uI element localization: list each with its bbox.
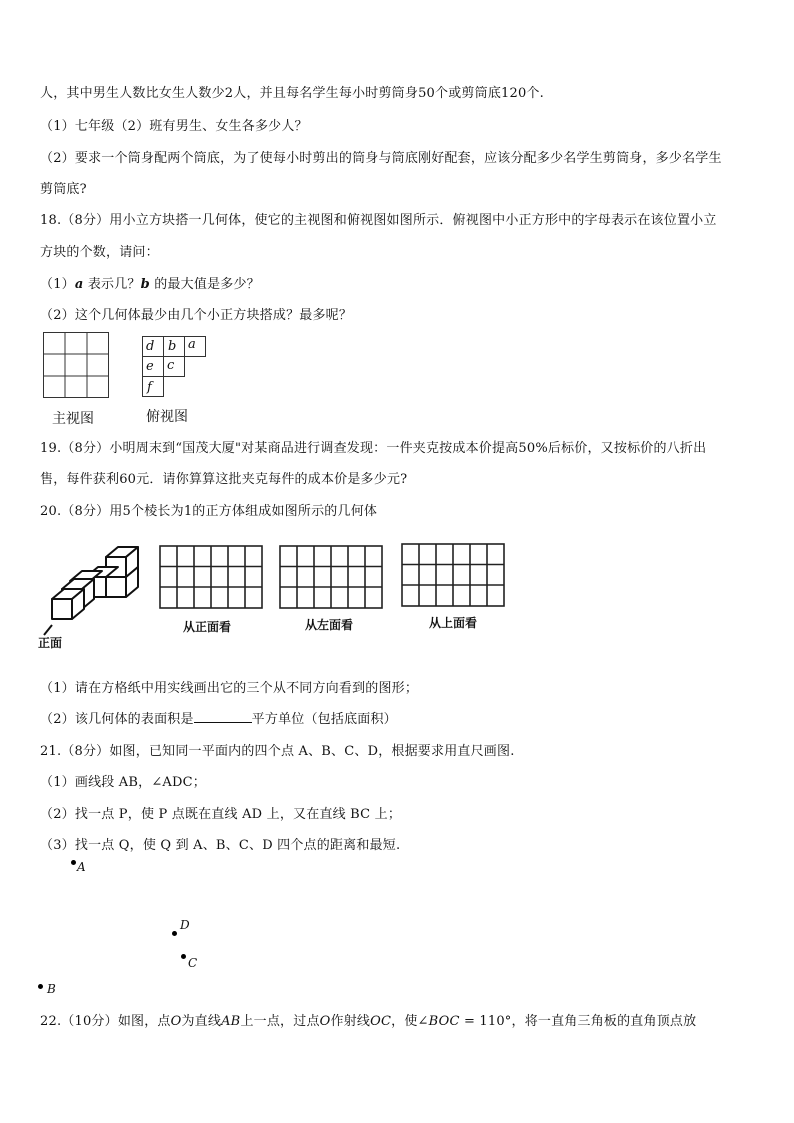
text-span: （1） [40,277,75,292]
text-line: 方块的个数，请问： [40,245,159,260]
top-view-cell-a: a [188,337,196,352]
view-caption-top: 从上面看 [429,616,478,630]
top-view-cell-b: b [168,339,177,354]
text-span: 作射线 [330,1014,371,1029]
view-caption-left: 从左面看 [305,618,354,632]
grid-paper-front [159,545,263,609]
text-span: 表示几？ [83,277,141,292]
text-line: （2）要求一个筒身配两个筒底，为了使每小时剪出的筒身与筒底刚好配套，应该分配多少名学生剪筒身，多少名学生 [40,151,722,166]
text-line [40,708,397,727]
top-view-cell-d: d [146,339,155,354]
text-span: 的最大值是多少？ [149,277,260,292]
cube-solid-figure [40,545,150,635]
math-var: O [170,1014,182,1029]
text-span: = 110°，将一直角三角板的直角顶点放 [459,1014,697,1029]
question-21-text: 21.（8分）如图，已知同一平面内的四个点 A、B、C、D，根据要求用直尺画图. [40,744,515,759]
top-view-caption: 俯视图 [146,409,188,425]
math-var: O [319,1014,331,1029]
point-d-dot [172,931,177,936]
math-var: AB [221,1014,241,1029]
top-view-cell-c: c [167,358,175,373]
text-line: 剪筒底? [40,182,87,197]
point-d-label: D [180,918,190,932]
point-c-label: C [188,956,198,970]
point-b-label: B [47,982,56,996]
text-line: 售，每件获利60元．请你算算这批夹克每件的成本价是多少元? [40,472,408,487]
answer-blank[interactable] [194,710,252,723]
point-a-label: A [77,860,86,874]
text-span: 为直线 [181,1014,222,1029]
top-view-cell-e: e [146,359,154,374]
text-line [40,273,260,292]
text-line: （3）找一点 Q，使 Q 到 A、B、C、D 四个点的距离和最短. [40,838,401,853]
point-a-dot [71,860,76,865]
point-c-dot [181,954,186,959]
point-b-dot [38,984,43,989]
view-caption-front: 从正面看 [183,620,232,634]
text-span: 22.（10分）如图，点 [40,1014,171,1029]
var-b: b [140,277,150,292]
var-a: a [74,277,84,292]
text-line: 人，其中男生人数比女生人数少2人，并且每名学生每小时剪筒身50个或剪筒底120个. [40,86,544,101]
question-22-text [40,1010,696,1029]
question-20-text: 20.（8分）用5个棱长为1的正方体组成如图所示的几何体 [40,504,378,519]
math-var: BOC [428,1014,460,1029]
question-18-text: 18.（8分）用小立方块搭一几何体，使它的主视图和俯视图如图所示．俯视图中小正方形中的字母表示在该位置小立 [40,213,717,228]
text-line: （1）画线段 AB，∠ADC； [40,775,206,790]
front-view-caption: 主视图 [52,411,94,427]
text-span: ，使∠ [391,1014,429,1029]
grid-paper-left [279,545,383,609]
text-span: 上一点，过点 [240,1014,320,1029]
text-line: （2）这个几何体最少由几个小正方块搭成？最多呢？ [40,308,353,323]
text-line: （2）找一点 P，使 P 点既在直线 AD 上，又在直线 BC 上； [40,807,402,822]
grid-paper-top [401,543,505,607]
top-view-cell-f: f [147,380,152,395]
text-line: （1）七年级（2）班有男生、女生各多少人？ [40,119,308,134]
front-view-grid [43,332,109,398]
text-span: 平方单位（包括底面积） [251,712,397,727]
front-direction-label: 正面 [38,636,63,650]
math-var: OC [370,1014,392,1029]
text-span: （2）该几何体的表面积是 [40,712,194,727]
question-19-text: 19.（8分）小明周末到“国茂大厦"对某商品进行调查发现：一件夹克按成本价提高50%后标价，又按标价的八折出 [40,441,707,456]
text-line: （1）请在方格纸中用实线画出它的三个从不同方向看到的图形； [40,681,419,696]
